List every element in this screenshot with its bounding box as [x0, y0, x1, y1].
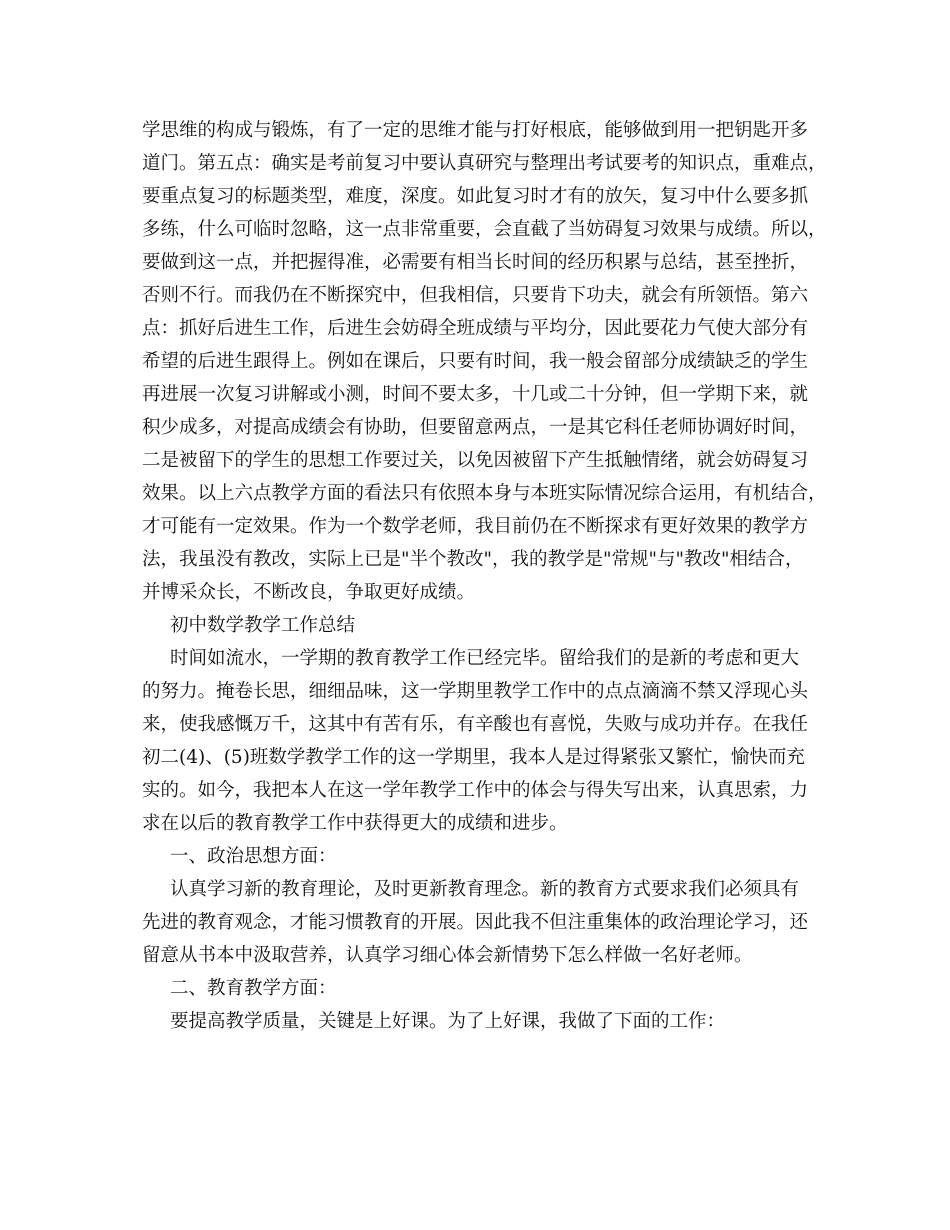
text-line: 学思维的构成与锻炼，有了一定的思维才能与打好根底，能够做到用一把钥匙开多	[142, 120, 809, 141]
text-line: 初中数学教学工作总结	[170, 615, 356, 636]
text-line: 求在以后的教育教学工作中获得更大的成绩和进步。	[142, 813, 568, 834]
text-line: 的努力。掩卷长思，细细品味，这一学期里教学工作中的点点滴滴不禁又浮现心头	[142, 681, 809, 702]
document-body	[142, 114, 832, 1038]
text-line: 二是被留下的学生的思想工作要过关，以免因被留下产生抵触情绪，就会妨碍复习	[142, 450, 809, 471]
text-line: 希望的后进生跟得上。例如在课后，只要有时间，我一般会留部分成绩缺乏的学生	[142, 351, 809, 372]
text-line: 要重点复习的标题类型，难度，深度。如此复习时才有的放矢，复习中什么要多抓	[142, 186, 809, 207]
text-line: 初二(4)、(5)班数学教学工作的这一学期里，我本人是过得紧张又繁忙，愉快而充	[142, 747, 805, 768]
text-line: 要做到这一点，并把握得准，必需要有相当长时间的经历积累与总结，甚至挫折，	[142, 252, 809, 273]
text-line: 才可能有一定效果。作为一个数学老师，我目前仍在不断探求有更好效果的教学方	[142, 516, 809, 537]
text-line: 认真学习新的教育理论，及时更新教育理念。新的教育方式要求我们必须具有	[170, 879, 800, 900]
text-line: 并博采众长，不断改良，争取更好成绩。	[142, 582, 476, 603]
text-line: 留意从书本中汲取营养，认真学习细心体会新情势下怎么样做一名好老师。	[142, 945, 753, 966]
text-line: 多练，什么可临时忽略，这一点非常重要，会直截了当妨碍复习效果与成绩。所以，	[142, 219, 827, 240]
text-line: 再进展一次复习讲解或小测，时间不要太多，十几或二十分钟，但一学期下来，就	[142, 384, 809, 405]
text-line: 实的。如今，我把本人在这一学年教学工作中的体会与得失写出来，认真思索，力	[142, 780, 809, 801]
text-line: 否则不行。而我仍在不断探究中，但我相信，只要肯下功夫，就会有所领悟。第六	[142, 285, 809, 306]
text-line: 先进的教育观念，才能习惯教育的开展。因此我不但注重集体的政治理论学习，还	[142, 912, 809, 933]
text-line: 道门。第五点：确实是考前复习中要认真研究与整理出考试要考的知识点，重难点，	[142, 153, 827, 174]
text-line: 时间如流水，一学期的教育教学工作已经完毕。留给我们的是新的考虑和更大	[170, 648, 800, 669]
text-line: 要提高教学质量，关键是上好课。为了上好课，我做了下面的工作：	[170, 1011, 726, 1032]
text-line: 一、政治思想方面：	[170, 846, 337, 867]
text-line: 法，我虽没有教改，实际上已是"半个教改"，我的教学是"常规"与"教改"相结合，	[142, 549, 804, 570]
text-line: 积少成多，对提高成绩会有协助，但要留意两点，一是其它科任老师协调好时间，	[142, 417, 809, 438]
text-line: 效果。以上六点教学方面的看法只有依照本身与本班实际情况综合运用，有机结合，	[142, 483, 827, 504]
text-line: 点：抓好后进生工作，后进生会妨碍全班成绩与平均分，因此要花力气使大部分有	[142, 318, 809, 339]
text-line: 二、教育教学方面：	[170, 978, 337, 999]
text-line: 来，使我感慨万千，这其中有苦有乐，有辛酸也有喜悦，失败与成功并存。在我任	[142, 714, 809, 735]
